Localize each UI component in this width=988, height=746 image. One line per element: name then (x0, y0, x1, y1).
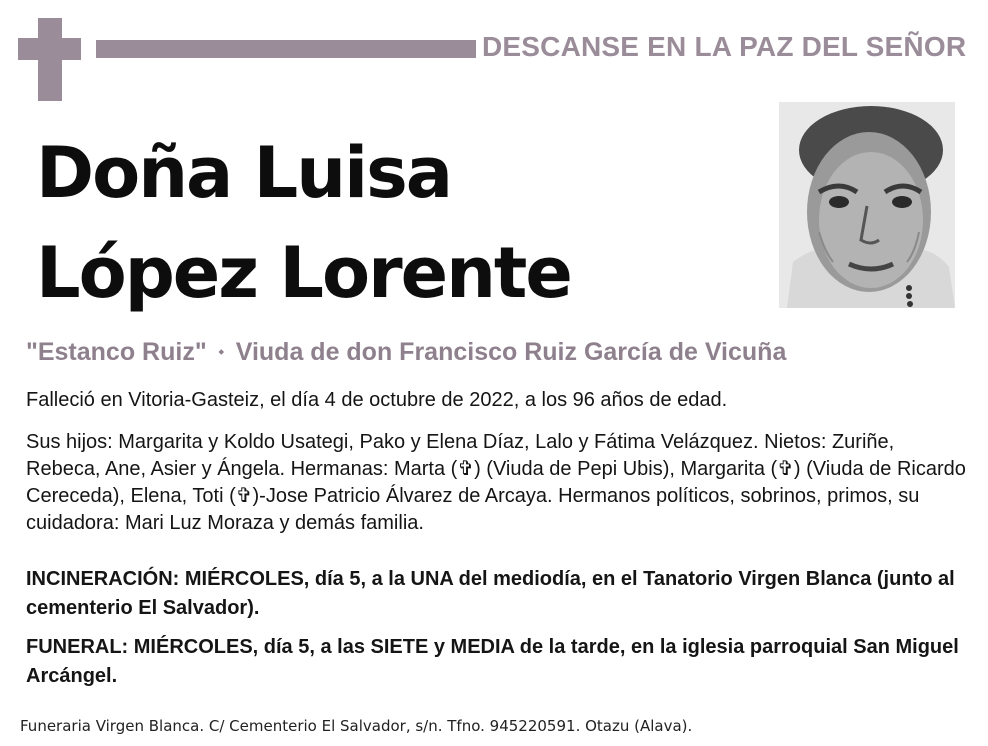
cross-horizontal-bar (18, 38, 81, 60)
portrait-photo (779, 102, 955, 308)
header-rule (96, 40, 476, 58)
deceased-name-line1: Doña Luisa (36, 132, 451, 214)
funeral-home-footer: Funeraria Virgen Blanca. C/ Cementerio El Salvador, s/n. Tfno. 945220591. Otazu (Alava). (20, 717, 693, 735)
family-list: Sus hijos: Margarita y Koldo Usategi, Pako y Elena Díaz, Lalo y Fátima Velázquez. Nietos: Zuriñe, Rebeca, Ane, Asier y Ángela. Hermanas: Marta (✞) (Viuda de Pepi Ubis), Margarita (✞) (Viuda de Ricardo Cereceda), Elena, Toti (✞)-Jose Patricio Álvarez de Arcaya. Hermanos políticos, sobrinos, primos, su cuidadora: Mari Luz Moraza y demás familia. (26, 431, 966, 534)
nickname: "Estanco Ruiz" (26, 338, 207, 366)
header-heading: DESCANSE EN LA PAZ DEL SEÑOR (482, 31, 967, 62)
widow-relation: Viuda de don Francisco Ruiz García de Vicuña (235, 338, 787, 366)
funeral-notice: FUNERAL: MIÉRCOLES, día 5, a las SIETE y MEDIA de la tarde, en la iglesia parroquial San Miguel Arcángel. (26, 636, 959, 687)
diamond-separator-icon: ⬩ (218, 343, 224, 359)
subtitle-line (26, 338, 786, 367)
portrait-illustration (779, 102, 955, 308)
death-notice: Falleció en Vitoria-Gasteiz, el día 4 de octubre de 2022, a los 96 años de edad. (26, 389, 728, 411)
deceased-name-line2: López Lorente (36, 232, 571, 314)
cremation-notice: INCINERACIÓN: MIÉRCOLES, día 5, a la UNA del mediodía, en el Tanatorio Virgen Blanca (junto al cementerio El Salvador). (26, 568, 955, 619)
